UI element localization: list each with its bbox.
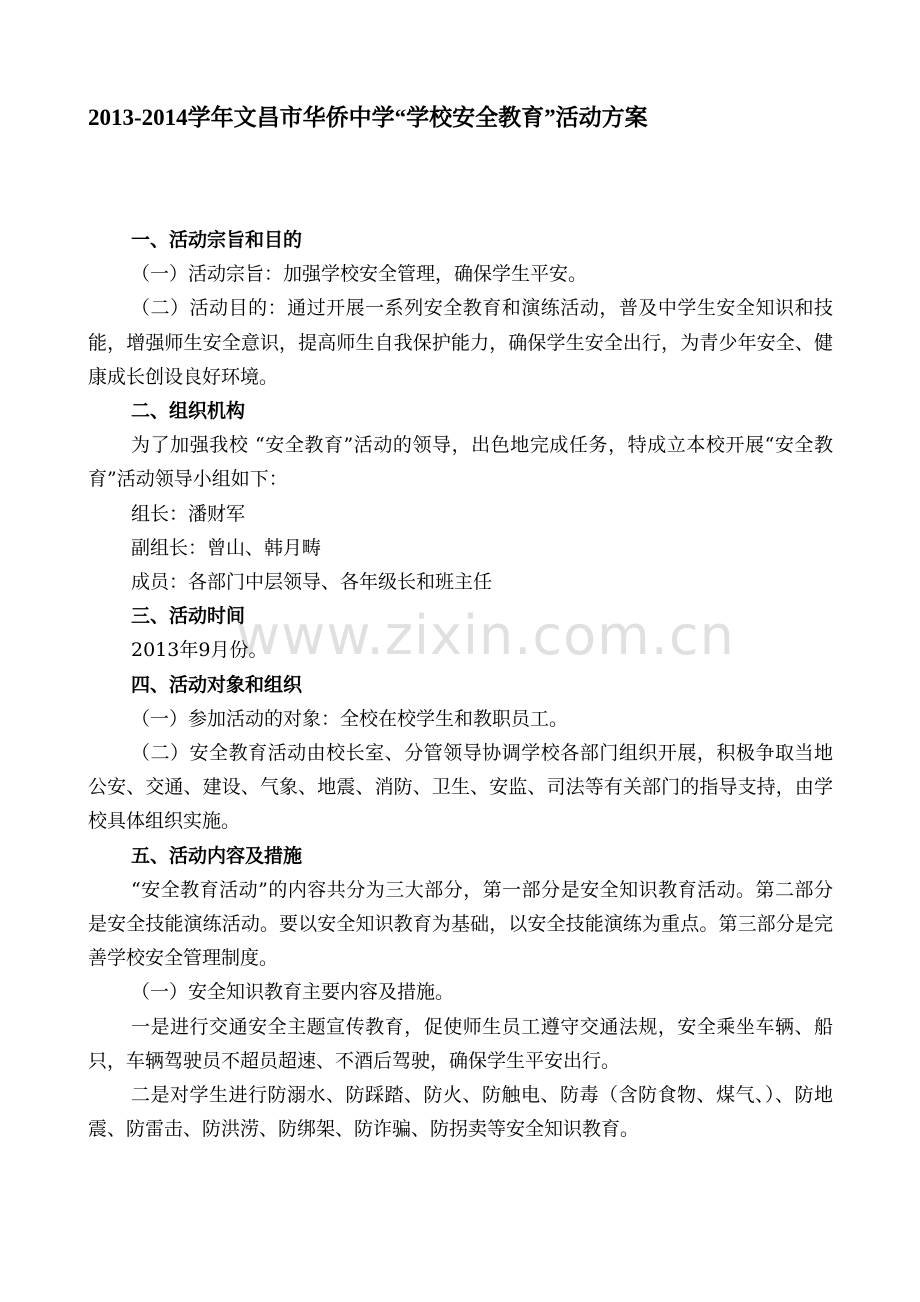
document-body <box>88 223 833 1146</box>
section-heading: 五、活动内容及措施 <box>131 844 303 867</box>
body-paragraph: 2013年9月份。 <box>131 639 268 662</box>
section-heading: 三、活动时间 <box>131 605 246 628</box>
body-paragraph: 副组长：曾山、韩月畴 <box>131 536 322 559</box>
body-paragraph: 组长：潘财军 <box>131 502 246 525</box>
body-paragraph: 一是进行交通安全主题宣传教育，促使师生员工遵守交通法规，安全乘坐车辆、船只，车辆驾驶员不超员超速、不酒后驾驶，确保学生平安出行。 <box>88 1015 833 1072</box>
section-heading: 四、活动对象和组织 <box>131 673 303 696</box>
body-paragraph: 为了加强我校 “安全教育”活动的领导，出色地完成任务，特成立本校开展“安全教育”活动领导小组如下： <box>88 434 833 491</box>
section-heading: 二、组织机构 <box>131 400 246 423</box>
body-paragraph: （二）安全教育活动由校长室、分管领导协调学校各部门组织开展，积极争取当地公安、交通、建设、气象、地震、消防、卫生、安监、司法等有关部门的指导支持，由学校具体组织实施。 <box>88 742 833 833</box>
body-paragraph: 成员：各部门中层领导、各年级长和班主任 <box>131 571 493 594</box>
body-paragraph: （一）活动宗旨：加强学校安全管理，确保学生平安。 <box>131 263 588 286</box>
body-paragraph: （一）参加活动的对象：全校在校学生和教职员工。 <box>131 707 569 730</box>
body-paragraph: 二是对学生进行防溺水、防踩踏、防火、防触电、防毒（含防食物、煤气、）、防地震、防雷击、防洪涝、防绑架、防诈骗、防拐卖等安全知识教育。 <box>88 1084 833 1141</box>
document-title: 2013-2014学年文昌市华侨中学“学校安全教育”活动方案 <box>88 105 648 130</box>
body-paragraph: “安全教育活动”的内容共分为三大部分，第一部分是安全知识教育活动。第二部分是安全技能演练活动。要以安全知识教育为基础，以安全技能演练为重点。第三部分是完善学校安全管理制度。 <box>88 878 833 970</box>
section-heading: 一、活动宗旨和目的 <box>131 229 303 251</box>
body-paragraph: （一）安全知识教育主要内容及措施。 <box>131 981 455 1004</box>
watermark: www.zixin.com.cn <box>236 604 735 667</box>
body-paragraph: （二）活动目的：通过开展一系列安全教育和演练活动，普及中学生安全知识和技能，增强师生安全意识，提高师生自我保护能力，确保学生安全出行，为青少年安全、健康成长创设良好环境。 <box>88 297 833 388</box>
